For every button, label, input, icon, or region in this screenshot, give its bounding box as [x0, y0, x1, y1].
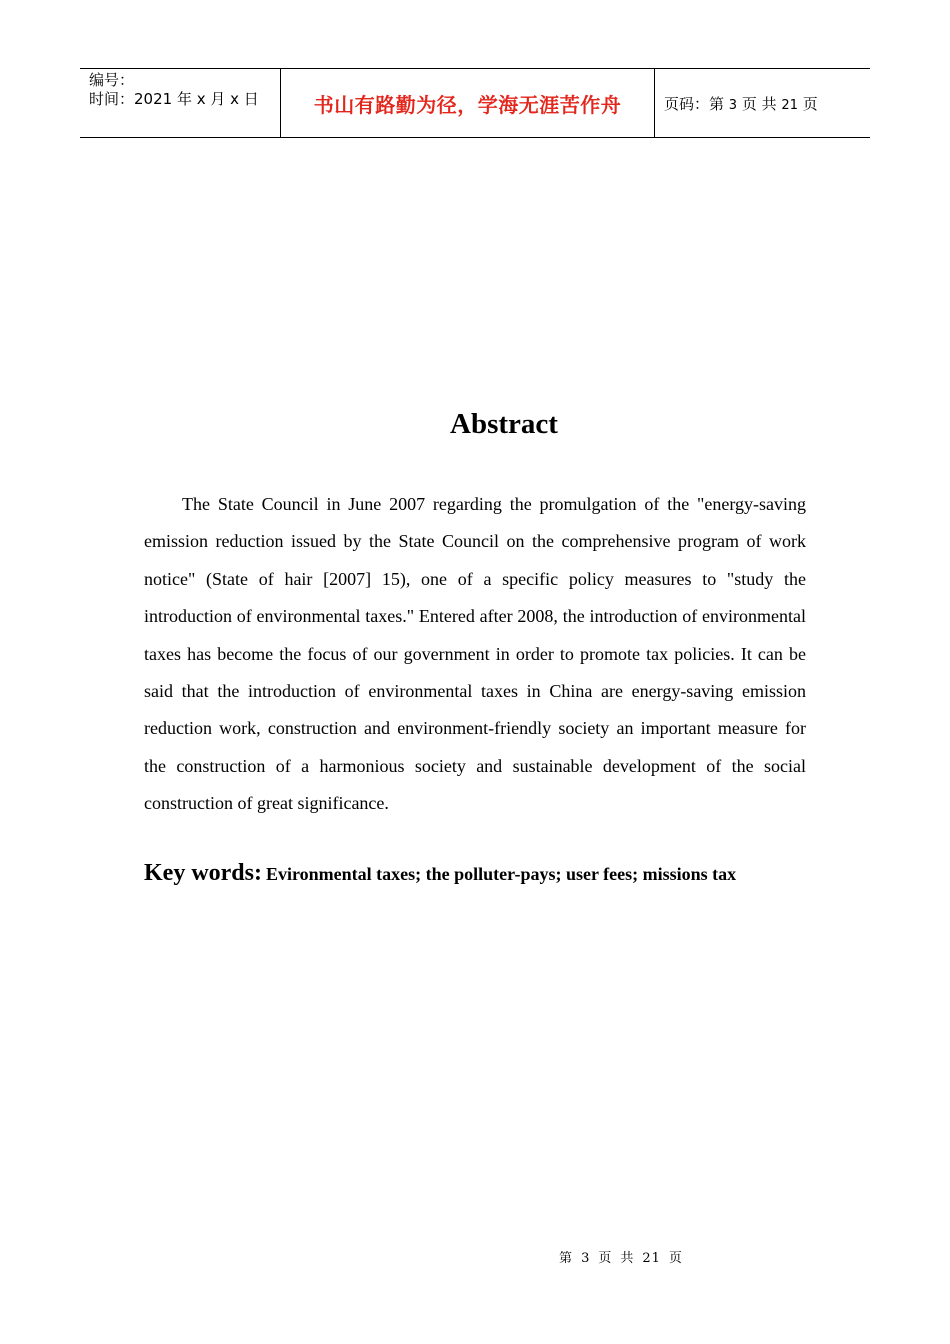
abstract-title: Abstract: [450, 408, 558, 440]
page-total: 21: [781, 97, 798, 113]
page-footer: [0, 1247, 950, 1266]
header-right-cell: [655, 69, 870, 137]
keywords-line: [144, 860, 844, 887]
header-left-cell: [80, 69, 281, 137]
header-motto: 书山有路勤为径，学海无涯苦作舟: [313, 92, 622, 117]
keywords-label: Key words:: [144, 860, 262, 886]
page-suffix: 页: [802, 94, 818, 113]
page-header: [80, 68, 870, 138]
footer-current: 3: [581, 1251, 591, 1266]
page-mid: 页 共: [741, 94, 777, 113]
footer-ye2: 页: [668, 1251, 683, 1266]
footer-di: 第: [559, 1251, 574, 1266]
header-page-info: [655, 93, 818, 114]
header-middle-cell: [281, 69, 655, 137]
page-prefix: 页码：第: [664, 94, 725, 113]
footer-gong: 共: [620, 1251, 635, 1266]
page-current: 3: [728, 97, 738, 113]
abstract-body: The State Council in June 2007 regarding the promulgation of the "energy-saving emission reduction issued by the State Council on the comprehensive program of work notice" (State of hair [2007] 15), one of a specific policy measures to "study the introduction of environmental taxes." Entered after 2008, the introduction of environmental taxes has become the focus of our government in order to promote tax policies. It can be said that the introduction of environmental taxes in China are energy-saving emission reduction work, construction and environment-friendly society an important measure for the construction of a harmonious society and sustainable development of the social construction of great significance.: [144, 494, 806, 814]
document-date-label: 时间：2021 年 x 月 x 日: [89, 90, 259, 108]
keywords-text: Evironmental taxes; the polluter-pays; user fees; missions tax: [265, 864, 737, 884]
footer-ye1: 页: [598, 1251, 613, 1266]
footer-total: 21: [642, 1251, 661, 1266]
document-number-label: 编号：: [89, 71, 135, 89]
